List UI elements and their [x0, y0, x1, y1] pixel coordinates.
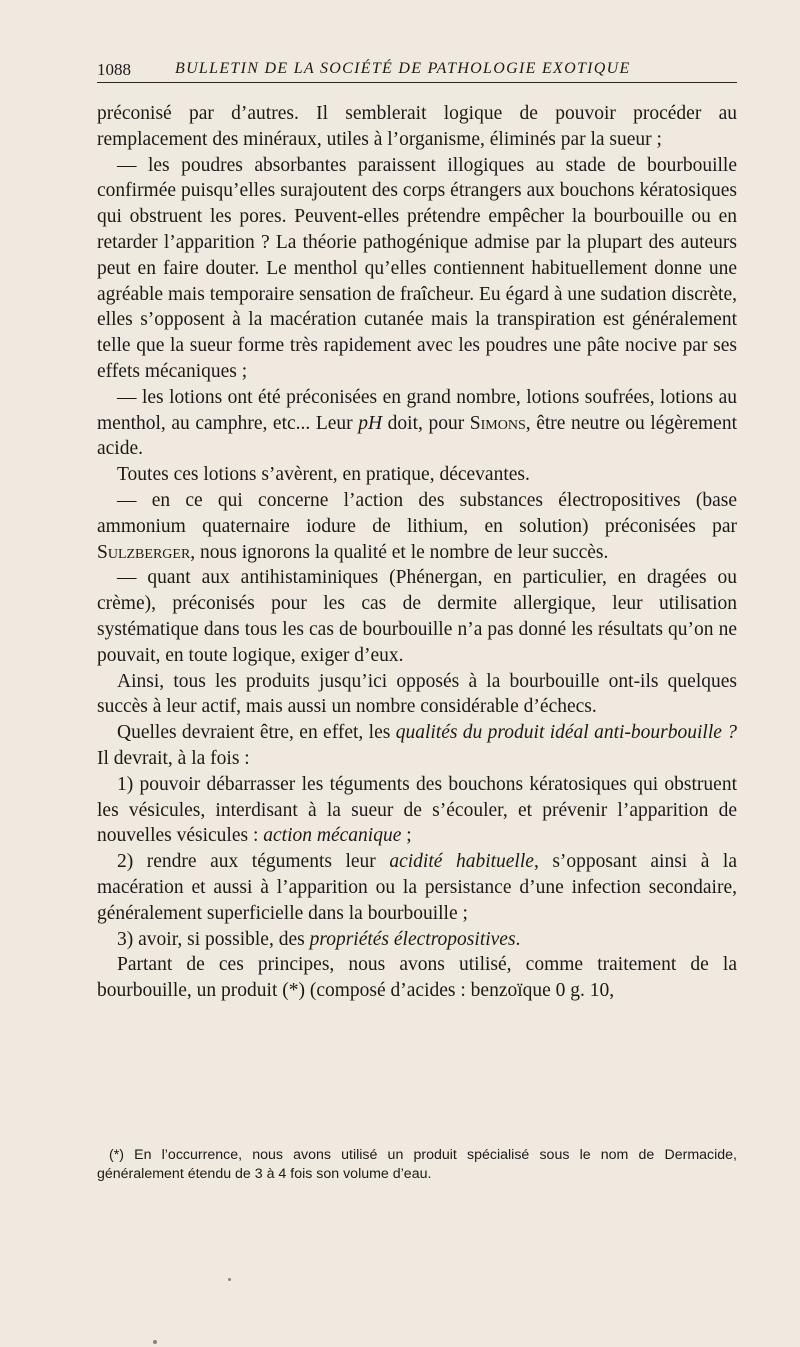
text-run: Il devrait, à la fois :	[97, 747, 250, 769]
text-run: .	[515, 928, 521, 950]
text-run: 2) rendre aux téguments leur	[117, 851, 390, 873]
page-number: 1088	[97, 60, 131, 79]
text-run: doit, pour	[382, 412, 470, 434]
paragraph-ainsi: Ainsi, tous les produits jusqu’ici opposés à la bourbouille ont-ils quelques succès à leur actif, mais aussi un nombre considérable d’échecs.	[97, 670, 737, 718]
paragraph-qualites	[97, 720, 737, 772]
text-run: 1) pouvoir débarrasser les téguments des bouchons kératosiques qui obstruent les vésicules, interdisant à la sueur de s’écouler, et prévenir l’apparition de nouvelles vésicules :	[97, 773, 737, 847]
paragraph-point-3	[97, 927, 737, 953]
italic-proprietes: propriétés électropositives	[309, 928, 516, 950]
text-run: Quelles devraient être, en effet, les	[117, 722, 396, 744]
italic-action-mecanique: action mécanique	[263, 825, 402, 847]
running-title: BULLETIN DE LA SOCIÉTÉ DE PATHOLOGIE EXOTIQUE	[175, 60, 631, 77]
text-run: , être neutre ou légèrement acide.	[97, 412, 737, 460]
paragraph-lotions	[97, 385, 737, 462]
paragraph-continuation: préconisé par d’autres. Il semblerait logique de pouvoir procéder au remplacement des minéraux, utiles à l’organisme, éliminés par la sueur ;	[97, 103, 737, 150]
author-simons: Simons	[469, 412, 526, 434]
footnote: (*) En l’occurrence, nous avons utilisé un produit spécialisé sous le nom de Dermacide, généralement étendu de 3 à 4 fois son volume d’eau.	[97, 1147, 737, 1182]
italic-qualites: qualités du produit idéal anti-bourbouille ?	[395, 722, 738, 744]
paragraph-poudres: — les poudres absorbantes paraissent illogiques au stade de bourbouille confirmée puisqu’elles surajoutent des corps étrangers aux bouchons kératosiques qui obstruent les pores. Peuvent-elles prétendre empêcher la bourbouille ou en retarder l’apparition ? La théorie pathogénique admise par la plupart des auteurs peut en faire douter. Le menthol qu’elles contiennent habituellement donne une agréable mais temporaire sensation de fraîcheur. Eu égard à une sudation discrète, elles s’opposent à la macération cutanée mais la transpiration est généralement telle que la sueur forme très rapidement avec les poudres une pâte nocive par ses effets mécaniques ;	[97, 154, 737, 382]
paragraph-partant: Partant de ces principes, nous avons utilisé, comme traitement de la bourbouille, un produit (*) (composé d’acides : benzoïque 0 g. 10,	[97, 954, 737, 1002]
paragraph-toutes-lotions: Toutes ces lotions s’avèrent, en pratique, décevantes.	[117, 464, 530, 486]
paragraph-electropositives	[97, 488, 737, 565]
page-header	[97, 58, 737, 83]
paragraph-antihistaminiques: — quant aux antihistaminiques (Phénergan, en particulier, en dragées ou crème), préconisés pour les cas de dermite allergique, leur utilisation systématique dans tous les cas de bourbouille n’a pas donné les résultats qu’on ne pouvait, en toute logique, exiger d’eux.	[97, 567, 737, 666]
paragraph-point-2	[97, 849, 737, 926]
paper-speck	[153, 1340, 157, 1344]
text-run: , nous ignorons la qualité et le nombre de leur succès.	[190, 541, 609, 563]
text-run: ;	[401, 825, 412, 847]
text-run: — en ce qui concerne l’action des substances électropositives (base ammonium quaternaire iodure de lithium, en solution) préconisées par	[97, 489, 737, 537]
italic-ph: pH	[358, 412, 383, 434]
paper-speck	[228, 1278, 231, 1281]
body-text	[97, 101, 737, 1004]
italic-acidite: acidité habituelle	[389, 851, 534, 873]
text-run: — les lotions ont été préconisées en grand nombre, lotions soufrées, lotions au menthol, au camphre, etc... Leur	[97, 386, 737, 434]
paragraph-point-1	[97, 772, 737, 849]
author-sulzberger: Sulzberger	[97, 541, 191, 563]
text-run: , s’opposant ainsi à la macération et aussi à l’apparition ou la persistance d’une infection secondaire, généralement superficielle dans la bourbouille ;	[97, 851, 738, 924]
text-run: 3) avoir, si possible, des	[117, 928, 310, 950]
